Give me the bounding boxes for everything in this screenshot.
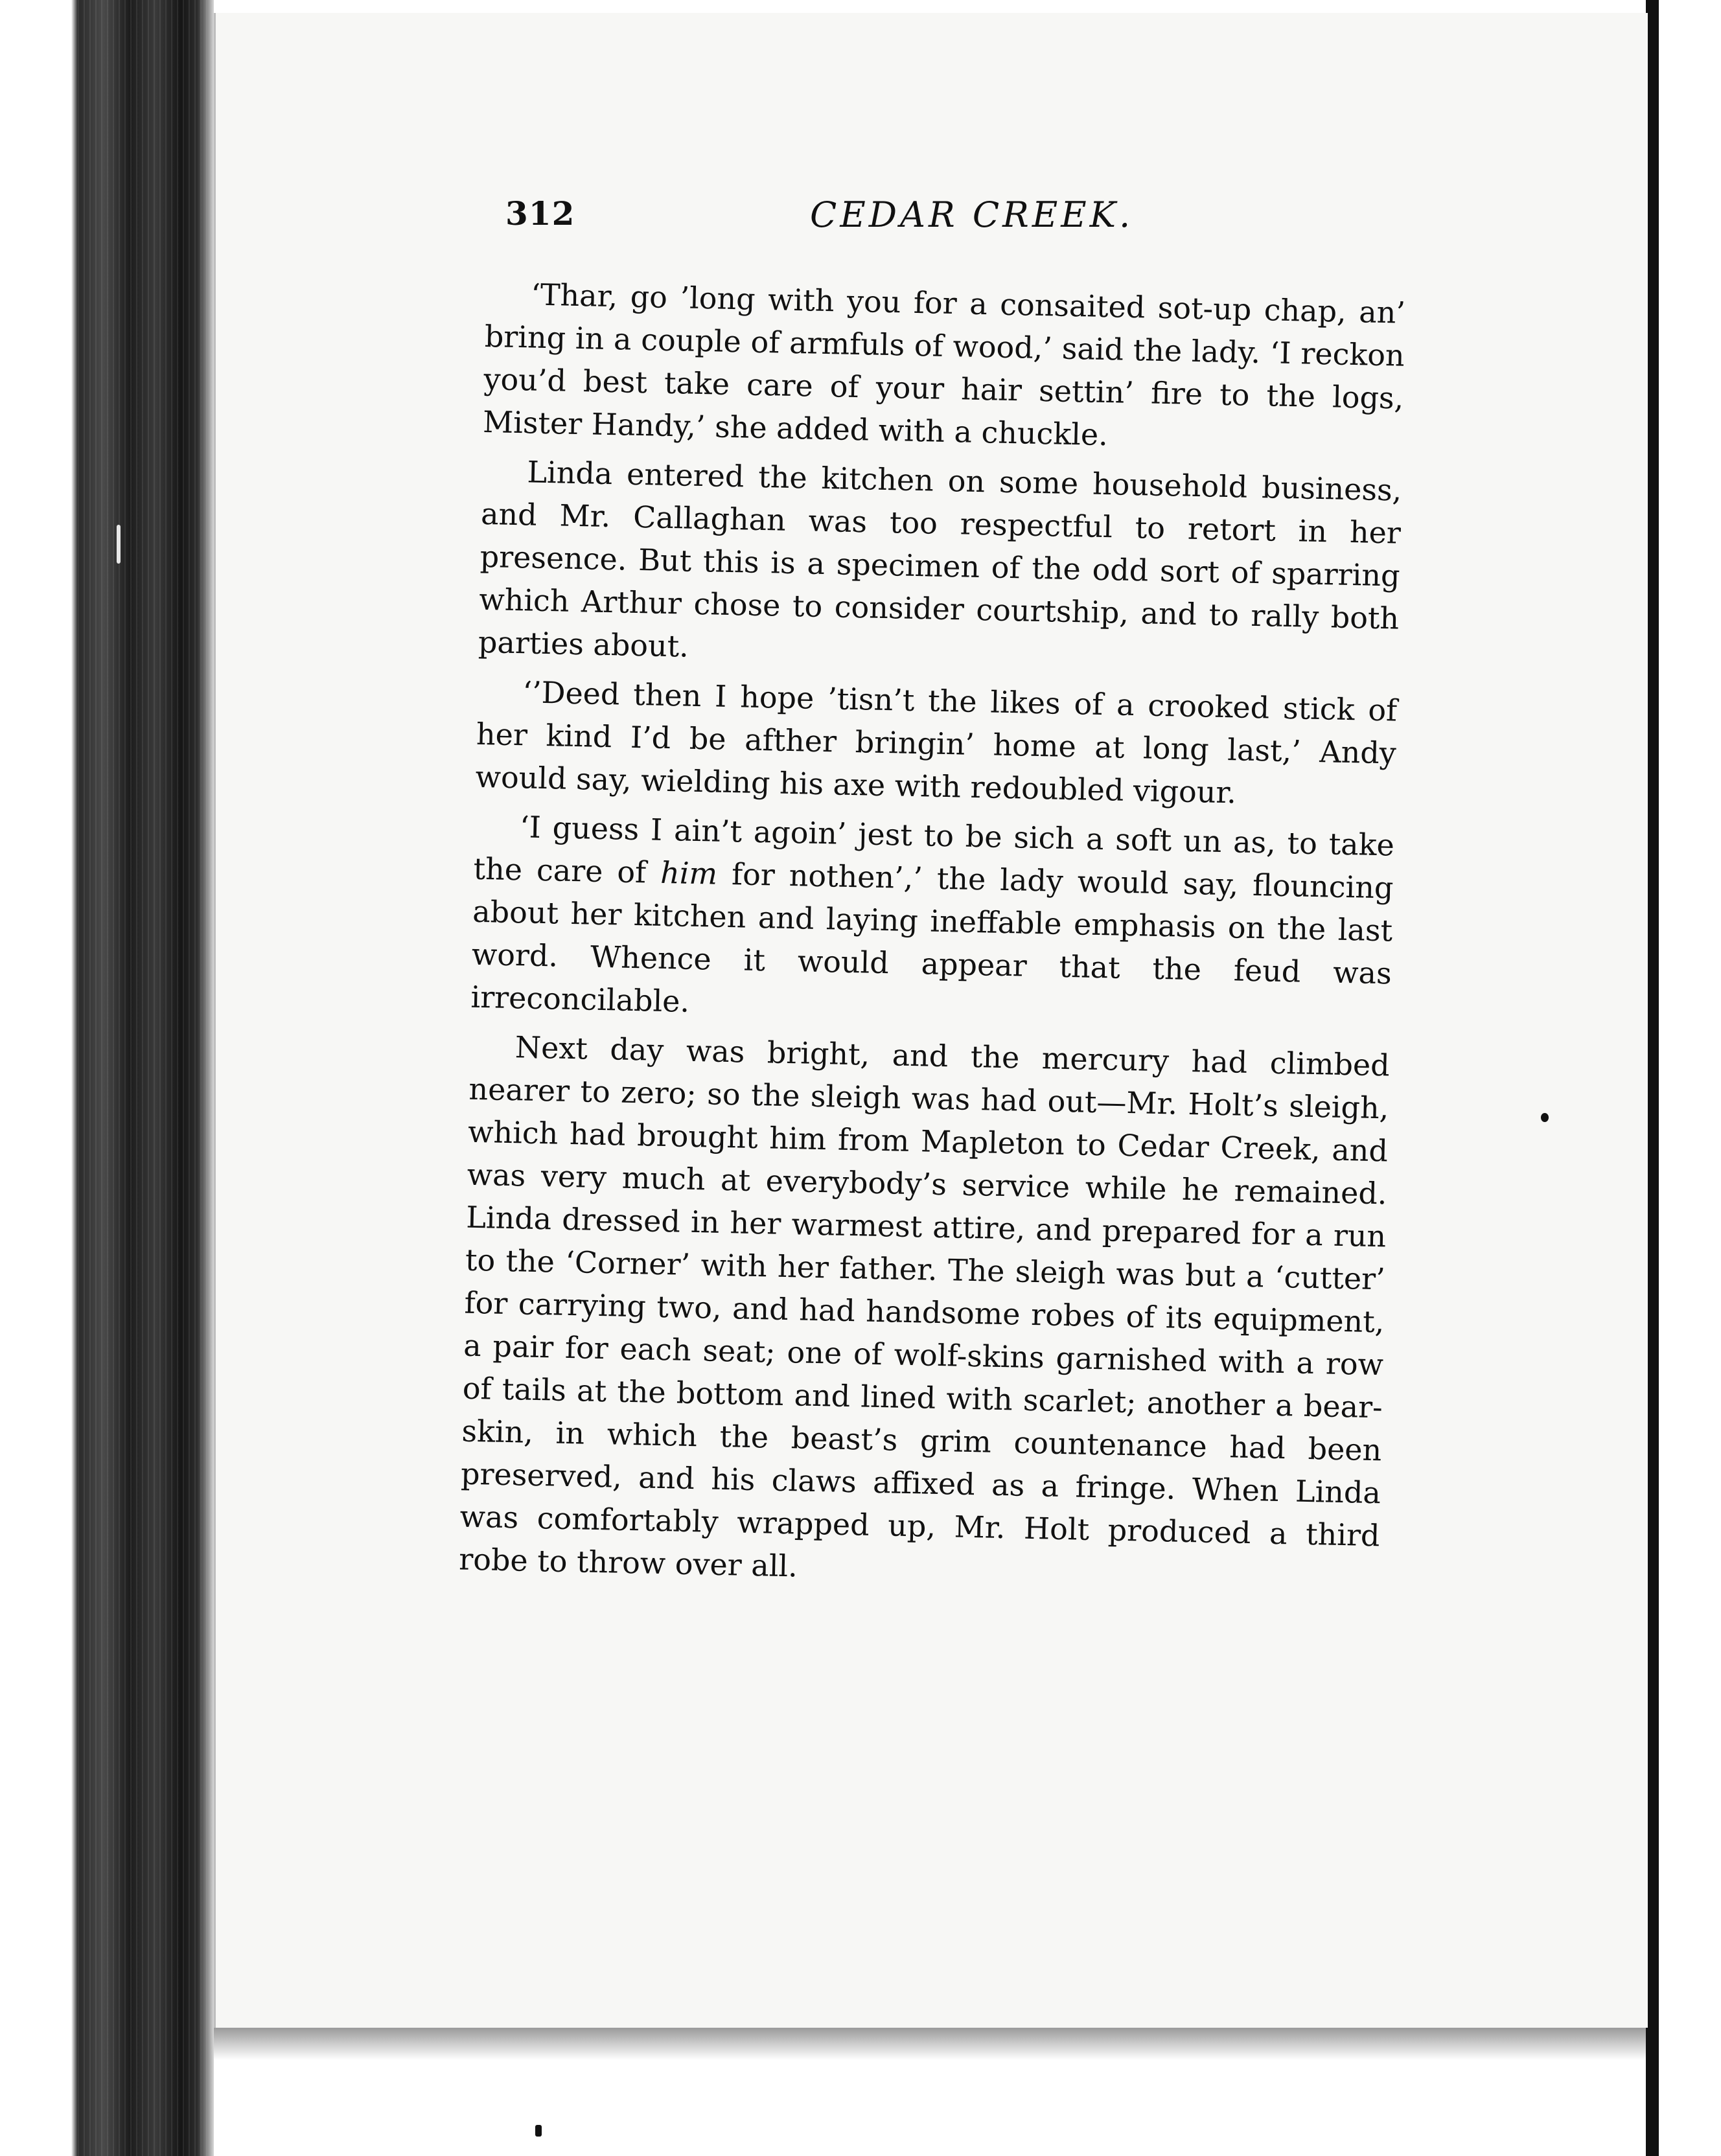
paragraph-5: [459, 1025, 1391, 1600]
body-text: [458, 272, 1405, 1606]
paragraph-4: [470, 805, 1395, 1038]
running-head: CEDAR CREEK.: [810, 194, 1134, 235]
fore-edge-texture: [78, 0, 207, 2156]
paragraph-1: [482, 272, 1405, 463]
paragraph-text: for nothen’,’ the lady would say, flouncing about her kitchen and laying ineffable emphasis on the last word. Whence it would appear that the feud was irreconcilable.: [470, 856, 1394, 1019]
ink-speck: [117, 525, 121, 564]
paragraph-text: ‘I guess I ain’t agoin’ jest to be sich a soft un as, to take the care of: [473, 809, 1395, 890]
page-header: [505, 194, 1413, 246]
paragraph-text: ‘’Deed then I hope ’tisn’t the likes of a crooked stick of her kind I’d be afther bringin’ home at long last,’ Andy would say, wielding his axe with redoubled vigour.: [475, 674, 1398, 810]
paragraph-2: [478, 450, 1402, 683]
paragraph-text: Next day was bright, and the mercury had climbed nearer to zero; so the sleigh was had out—Mr. Holt’s sleigh, which had brought him from Mapleton to Cedar Creek, and was very much at everybody’s service while he remained. Linda dressed in her warmest attire, and prepared for a run to the ‘Corner’ with her father. The sleigh was but a ‘cutter’ for carrying two, and had handsome robes of its equipment, a pair for each seat; one of wolf-skins garnished with a row of tails at the bottom and lined with scarlet; another a bear-skin, in which the beast’s grim countenance had been preserved, and his claws affixed as a fringe. When Linda was comfortably wrapped up, Mr. Holt produced a third robe to throw over all.: [458, 1029, 1391, 1584]
italic-word: him: [660, 854, 718, 891]
paragraph-text: Linda entered the kitchen on some household business, and Mr. Callaghan was too respectful to retort in her presence. But this is a specimen of the odd sort of sparring which Arthur chose to consider courtship, and to rally both parties about.: [478, 454, 1402, 664]
page-bottom-shadow: [214, 2028, 1646, 2060]
ink-speck: [535, 2125, 542, 2137]
right-margin: [1659, 0, 1721, 2156]
paragraph-text: ‘Thar, go ’long with you for a consaited sot-up chap, an’ bring in a couple of armfuls of wood,’ said the lady. ‘I reckon you’d best take care of your hair settin’ fire to the logs, Mister Handy,’ she added with a chuckle.: [482, 277, 1406, 453]
page-number: 312: [505, 194, 575, 233]
paragraph-3: [475, 670, 1398, 818]
next-page-edge: [1646, 0, 1659, 2156]
ink-speck: [1541, 1113, 1549, 1122]
